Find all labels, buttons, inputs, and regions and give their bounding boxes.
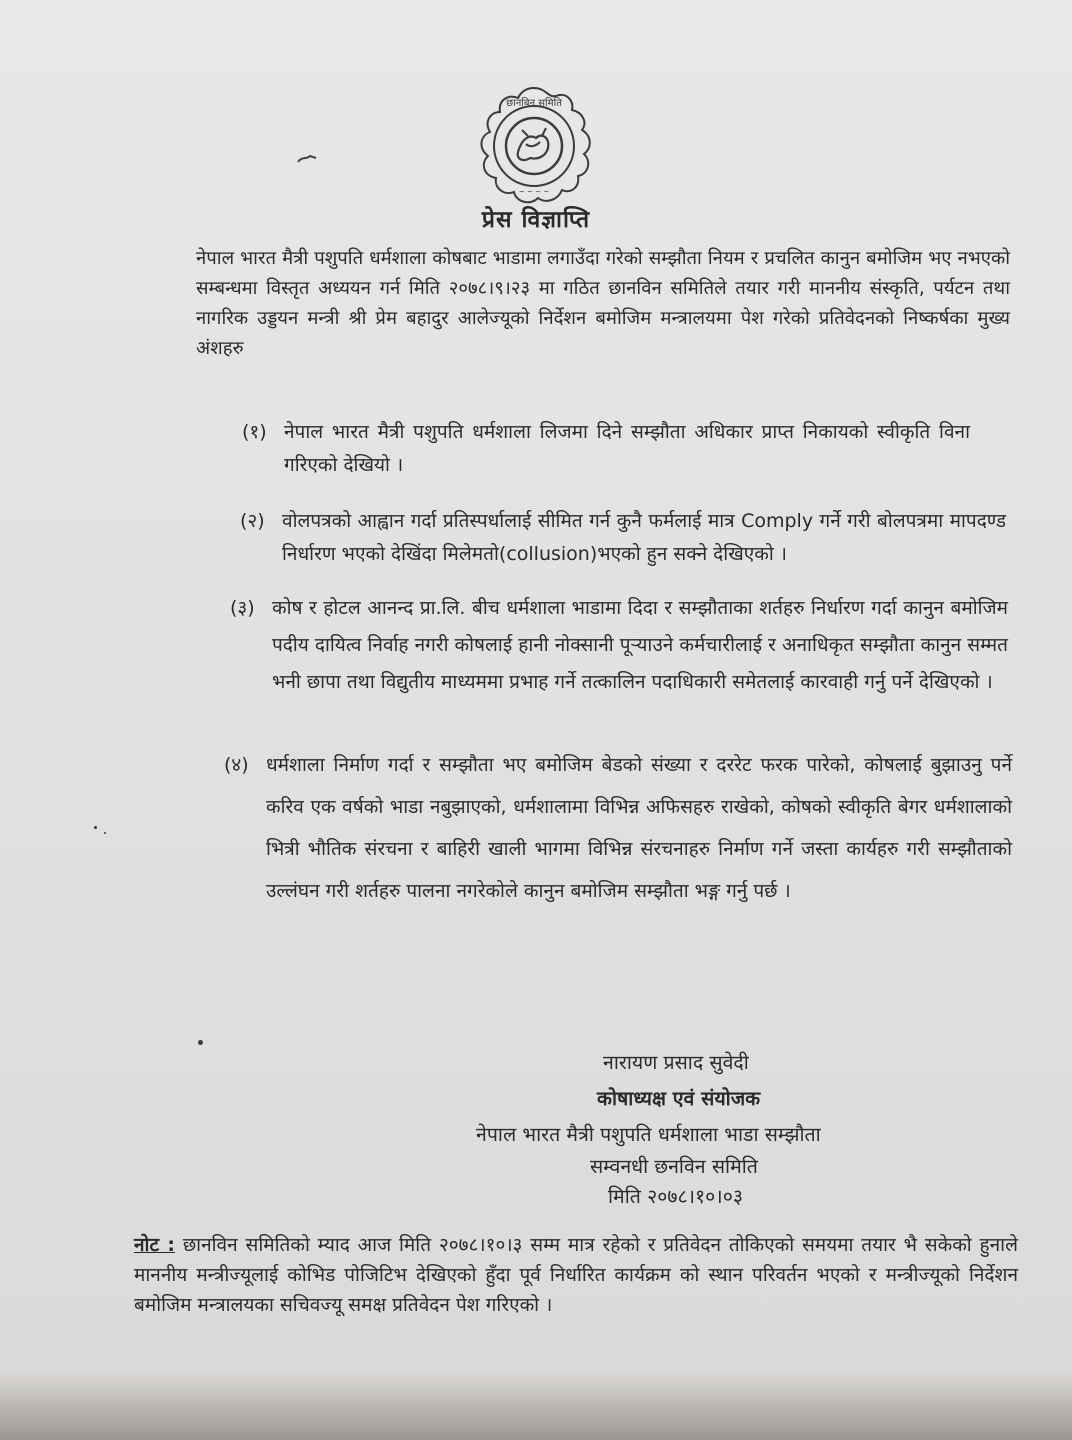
- finding-number: (१): [242, 421, 267, 443]
- finding-number: (२): [240, 510, 265, 532]
- dot-mark: [104, 832, 106, 834]
- finding-text: कोष र होटल आनन्द प्रा.लि. बीच धर्मशाला भाडामा दिदा र सम्झौताका शर्तहरु निर्धारण गर्दा कानुन बमोजिम पदीय दायित्व निर्वाह नगरी कोषलाई हानी नोक्सानी पूऱ्याउने कर्मचारीलाई र अनाधिकृत सम्झौता कानुन सम्मत भनी छापा तथा विद्युतीय माध्यममा प्रभाह गर्ने तत्कालिन पदाधिकारी समेतलाई कारवाही गर्नु पर्ने देखिएको ।: [272, 597, 1008, 693]
- finding-1: [242, 416, 970, 482]
- finding-2: [240, 505, 1006, 571]
- signatory-title: कोषाध्यक्ष एवं संयोजक: [597, 1087, 761, 1110]
- note-paragraph: [134, 1230, 1018, 1320]
- committee-line-2: सम्वनधी छनविन समिति: [590, 1155, 758, 1178]
- finding-text: धर्मशाला निर्माण गर्दा र सम्झौता भए बमोजिम बेडको संख्या र दररेट फरक पारेको, कोषलाई बुझाउनु पर्ने करिव एक वर्षको भाडा नबुझाएको, धर्मशालामा विभिन्न अफिसहरु राखेको, कोषको स्वीकृति बेगर धर्मशालाको भित्री भौतिक संरचना र बाहिरी खाली भागमा विभिन्न संरचनाहरु निर्माण गर्ने जस्ता कार्यहरु गरी सम्झौताको उल्लंघन गरी शर्तहरु पालना नगरेकोले कानुन बमोजिम सम्झौता भङ्ग गर्नु पर्छ ।: [266, 754, 1012, 902]
- intro-paragraph: नेपाल भारत मैत्री पशुपति धर्मशाला कोषबाट भाडामा लगाउँदा गरेको सम्झौता नियम र प्रचलित कानुन बमोजिम भए नभएको सम्बन्धमा विस्तृत अध्ययन गर्न मिति २०७८।९।२३ मा गठित छानविन समितिले तयार गरी माननीय संस्कृति, पर्यटन तथा नागरिक उड्डयन मन्त्री श्री प्रेम बहादुर आलेज्यूको निर्देशन बमोजिम मन्त्रालयमा पेश गरेको प्रतिवेदनको निष्कर्षका मुख्य अंशहरु: [196, 248, 1010, 359]
- pen-mark: [296, 152, 318, 166]
- finding-text: वोलपत्रको आह्वान गर्दा प्रतिस्पर्धालाई सीमित गर्न कुनै फर्मलाई मात्र Comply गर्ने गरी बोलपत्रमा मापदण्ड निर्धारण भएको देखिंदा मिलेमतो(collusion)भएको हुन सक्ने देखिएको ।: [282, 510, 1006, 565]
- note-text: छानविन समितिको म्याद आज मिति २०७८।१०।३ सम्म मात्र रहेको र प्रतिवेदन तोकिएको समयमा तयार भै सकेको हुनाले माननीय मन्त्रीज्यूलाई कोभिड पोजिटिभ देखिएको हुँदा पूर्व निर्धारित कार्यक्रम को स्थान परिवर्तन भएको र मन्त्रीज्यूको निर्देशन बमोजिम मन्त्रालयका सचिवज्यू समक्ष प्रतिवेदन पेश गरिएको ।: [134, 1234, 1018, 1316]
- signatory-name: नारायण प्रसाद सुवेदी: [603, 1051, 749, 1074]
- committee-line-1: नेपाल भारत मैत्री पशुपति धर्मशाला भाडा सम्झौता: [476, 1123, 821, 1146]
- dot-mark: [198, 1040, 203, 1045]
- finding-text: नेपाल भारत मैत्री पशुपति धर्मशाला लिजमा दिने सम्झौता अधिकार प्राप्त निकायको स्वीकृति विना गरिएको देखियो ।: [284, 421, 970, 476]
- committee-seal-logo: [468, 82, 600, 214]
- dot-mark: [94, 826, 97, 829]
- finding-number: (४): [224, 754, 249, 776]
- signature-date: मिति २०७८।१०।०३: [608, 1185, 743, 1208]
- page-title: प्रेस विज्ञाप्ति: [481, 207, 591, 233]
- svg-text:~ ~ ~ ~: ~ ~ ~ ~: [518, 188, 550, 196]
- note-label: नोट :: [134, 1234, 176, 1256]
- finding-number: (३): [230, 597, 255, 619]
- seal-lettering: छानबिन समिति: [506, 98, 562, 109]
- finding-3: [230, 590, 1008, 701]
- finding-4: [224, 744, 1012, 912]
